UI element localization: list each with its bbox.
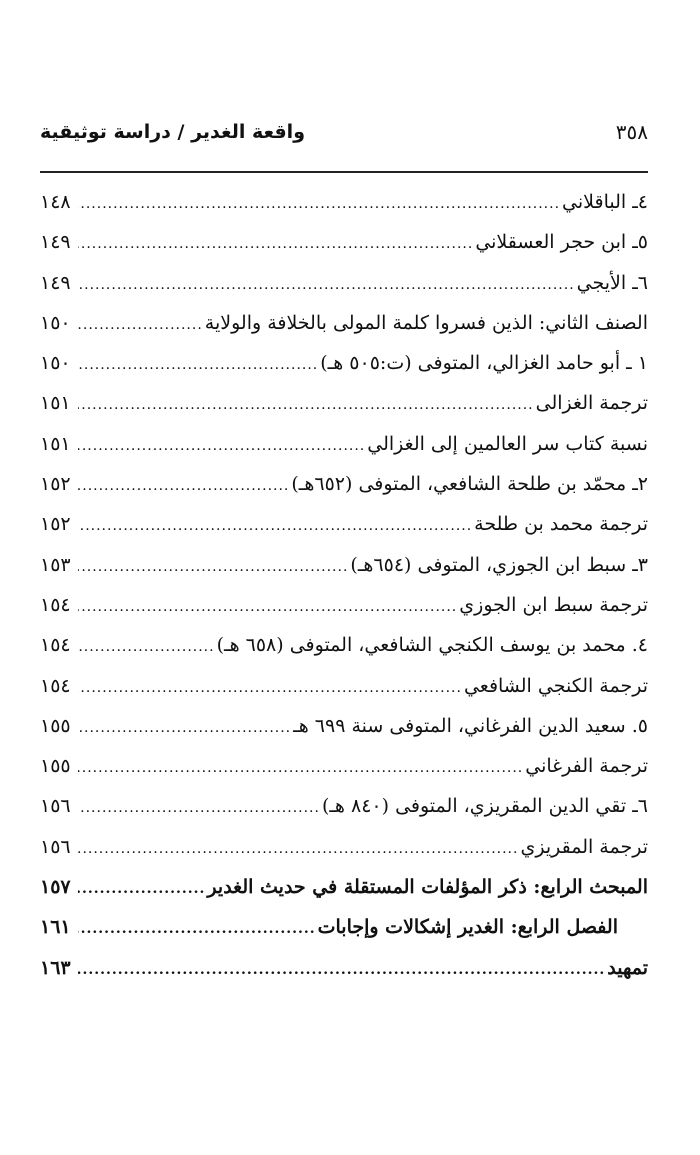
toc-entry-title: ٥. سعيد الدين الفرغاني، المتوفى سنة ٦٩٩ هـ: [293, 714, 648, 737]
toc-entry-title: ٤ـ الباقلاني: [562, 191, 648, 213]
toc-entry: [40, 625, 648, 665]
toc-entry-page: ١٥٤: [40, 593, 71, 616]
toc-entry-title: ١ ـ أبو حامد الغزالي، المتوفى (ت:٥٠٥ هـ): [320, 352, 648, 375]
dot-leader: [78, 668, 462, 706]
toc-entry-title: الفصل الرابع: الغدير إشكالات وإجابات: [317, 916, 618, 939]
toc-entry: [40, 827, 648, 867]
page-header: [40, 112, 648, 152]
toc-entry-page: ١٦٣: [40, 956, 71, 979]
dot-leader: [78, 587, 457, 625]
toc-entry-page: ١٥٥: [40, 755, 71, 778]
dot-leader: [78, 748, 523, 786]
dot-leader: [78, 426, 365, 464]
toc-entry: [40, 948, 648, 988]
toc-entry-page: ١٥٥: [40, 714, 71, 737]
toc-entry: [40, 303, 648, 343]
toc-entry-page: ١٤٩: [40, 231, 71, 254]
toc-entry-title: ٤. محمد بن يوسف الكنجي الشافعي، المتوفى (٦٥٨ هـ): [216, 634, 648, 657]
page-number: ٣٥٨: [615, 120, 648, 144]
toc-entry-title: ترجمة الكنجي الشافعي: [463, 674, 648, 697]
toc-entry-title: ترجمة الفرغاني: [525, 755, 648, 778]
dot-leader: [78, 184, 560, 222]
toc-entry: [40, 786, 648, 826]
toc-entry-page: ١٤٩: [40, 271, 71, 294]
running-title: واقعة الغدير / دراسة توثيقية: [40, 121, 306, 143]
toc-entry-title: ترجمة محمد بن طلحة: [474, 513, 648, 536]
toc-entry-page: ١٥١: [40, 392, 71, 415]
toc-entry: [40, 182, 648, 222]
toc-entry: [40, 343, 648, 383]
toc-entry-title: ٦ـ تقي الدين المقريزي، المتوفى (٨٤٠ هـ): [321, 795, 648, 818]
toc-entry-title: المبحث الرابع: ذكر المؤلفات المستقلة في حديث الغدير: [207, 876, 648, 899]
dot-leader: [78, 305, 203, 343]
toc-entry-page: ١٥٤: [40, 674, 71, 697]
toc-entry-page: ١٥٠: [40, 352, 71, 375]
dot-leader: [78, 829, 518, 867]
toc-entry: [40, 706, 648, 746]
table-of-contents: [40, 182, 648, 988]
toc-entry-title: ترجمة المقريزي: [520, 835, 648, 858]
toc-entry-title: ٦ـ الأيجي: [576, 271, 648, 294]
dot-leader: [78, 345, 318, 383]
toc-entry: [40, 746, 648, 786]
toc-entry-page: ١٥٧: [40, 876, 71, 899]
toc-entry-page: ١٥١: [40, 432, 71, 455]
toc-entry: [40, 907, 648, 947]
toc-entry-page: ١٥٢: [40, 473, 71, 496]
toc-entry-page: ١٥٠: [40, 311, 71, 334]
toc-entry-title: ٢ـ محمّد بن طلحة الشافعي، المتوفى (٦٥٢هـ): [291, 473, 648, 496]
toc-entry-page: ١٥٢: [40, 513, 71, 536]
toc-entry-title: نسبة كتاب سر العالمين إلى الغزالي: [367, 432, 648, 455]
toc-entry-title: ترجمة سبط ابن الجوزي: [459, 593, 648, 616]
dot-leader: [78, 950, 605, 988]
dot-leader: [78, 708, 291, 746]
toc-entry: [40, 383, 648, 423]
toc-entry-page: ١٥٦: [40, 795, 71, 818]
dot-leader: [78, 547, 348, 585]
dot-leader: [78, 506, 472, 544]
dot-leader: [78, 869, 205, 907]
toc-entry: [40, 464, 648, 504]
header-rule: [40, 171, 648, 173]
toc-entry: [40, 585, 648, 625]
toc-entry: [40, 545, 648, 585]
toc-entry-page: ١٦١: [40, 916, 71, 939]
dot-leader: [78, 909, 316, 947]
toc-entry-title: ٣ـ سبط ابن الجوزي، المتوفى (٦٥٤هـ): [350, 553, 648, 576]
dot-leader: [78, 385, 534, 423]
toc-entry-page: ١٥٦: [40, 835, 71, 858]
dot-leader: [78, 466, 289, 504]
toc-entry: [40, 424, 648, 464]
toc-entry-title: ٥ـ ابن حجر العسقلاني: [475, 231, 648, 254]
toc-entry-page: ١٥٣: [40, 553, 71, 576]
toc-entry-page: ١٥٤: [40, 634, 71, 657]
toc-entry: [40, 263, 648, 303]
toc-entry: [40, 867, 648, 907]
dot-leader: [78, 627, 215, 665]
toc-entry: [40, 222, 648, 262]
toc-entry: [40, 666, 648, 706]
dot-leader: [78, 224, 473, 262]
toc-entry: [40, 504, 648, 544]
toc-entry-title: تمهيد: [607, 956, 648, 979]
dot-leader: [78, 788, 320, 826]
dot-leader: [78, 265, 575, 303]
toc-entry-page: ١٤٨: [40, 191, 71, 213]
toc-entry-title: الصنف الثاني: الذين فسروا كلمة المولى بالخلافة والولاية: [204, 311, 648, 334]
toc-entry-title: ترجمة الغزالى: [535, 392, 648, 415]
